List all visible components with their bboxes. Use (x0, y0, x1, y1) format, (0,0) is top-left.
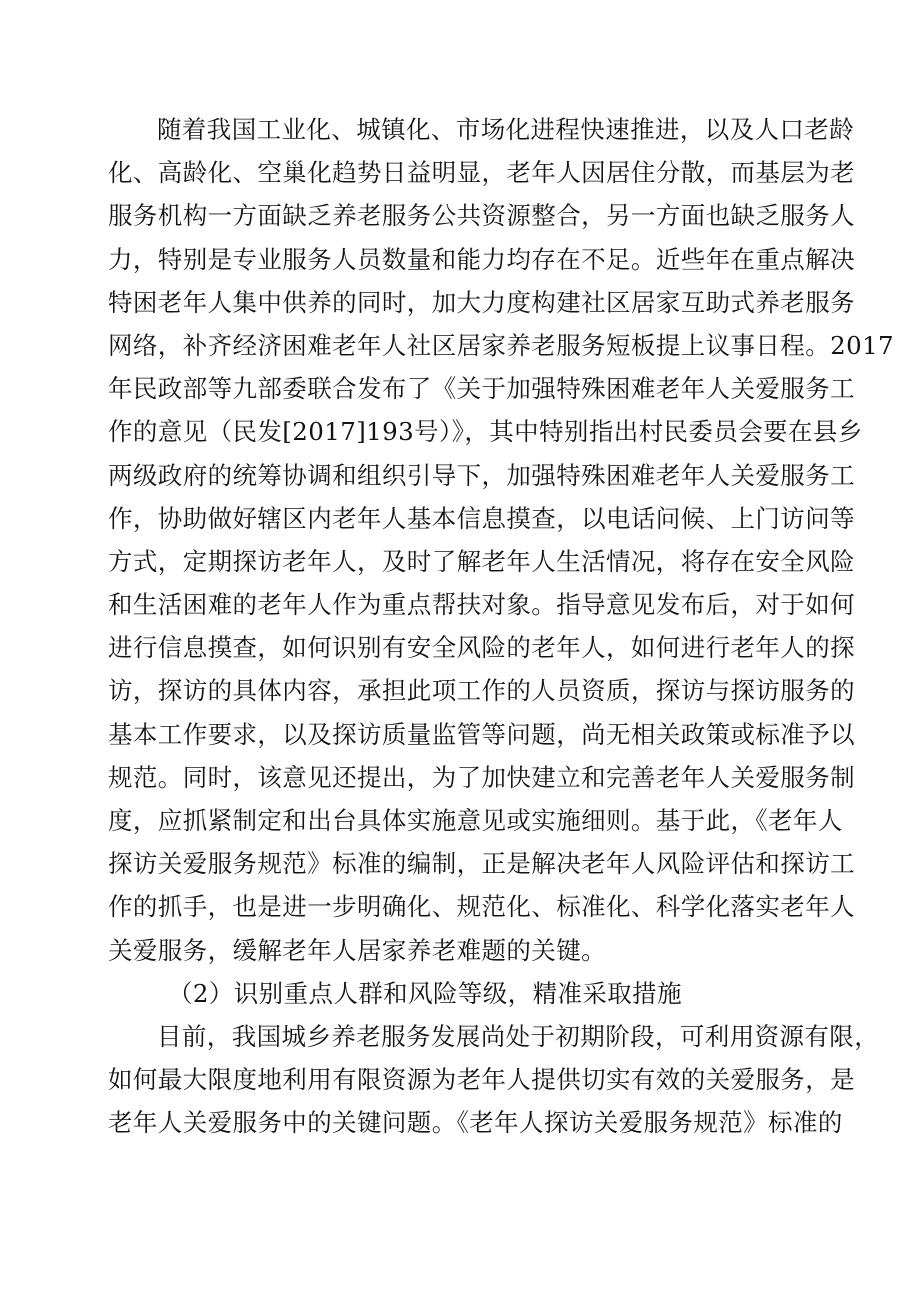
paragraph-line: 如何最大限度地利用有限资源为老年人提供切实有效的关爱服务，是 (108, 1065, 855, 1095)
paragraph-line: 年民政部等九部委联合发布了《关于加强特殊困难老年人关爱服务工 (108, 374, 855, 404)
paragraph-line: 方式，定期探访老年人，及时了解老年人生活情况，将存在安全风险 (108, 546, 855, 576)
paragraph-line: 作的抓手，也是进一步明确化、规范化、标准化、科学化落实老年人 (108, 892, 855, 922)
paragraph-line: 化、高龄化、空巢化趋势日益明显，老年人因居住分散，而基层为老 (108, 158, 855, 188)
paragraph-line: 和生活困难的老年人作为重点帮扶对象。指导意见发布后，对于如何 (108, 590, 855, 620)
paragraph-line: 服务机构一方面缺乏养老服务公共资源整合，另一方面也缺乏服务人 (108, 201, 855, 231)
paragraph-line: 探访关爱服务规范》标准的编制，正是解决老年人风险评估和探访工 (108, 849, 855, 879)
body-text (108, 108, 895, 1145)
paragraph-line: 特困老年人集中供养的同时，加大力度构建社区居家互助式养老服务 (108, 287, 855, 317)
paragraph-line: 基本工作要求，以及探访质量监管等问题，尚无相关政策或标准予以 (108, 719, 855, 749)
paragraph-line: 作，协助做好辖区内老年人基本信息摸查，以电话问候、上门访问等 (108, 503, 855, 533)
section-heading: （2）识别重点人群和风险等级，精准采取措施 (168, 978, 682, 1008)
paragraph-line: 规范。同时，该意见还提出，为了加快建立和完善老年人关爱服务制 (108, 762, 855, 792)
paragraph-line: 访，探访的具体内容，承担此项工作的人员资质，探访与探访服务的 (108, 676, 855, 706)
paragraph-line: 随着我国工业化、城镇化、市场化进程快速推进，以及人口老龄 (157, 115, 855, 144)
paragraph-line: 作的意见（民发[2017]193号）》，其中特别指出村民委员会要在县乡 (108, 417, 863, 447)
paragraph-line: 进行信息摸查，如何识别有安全风险的老年人，如何进行老年人的探 (108, 633, 855, 663)
paragraph-background (108, 108, 895, 972)
paragraph-line: 网络，补齐经济困难老年人社区居家养老服务短板提上议事日程。2017 (108, 330, 895, 360)
paragraph-line: 力，特别是专业服务人员数量和能力均存在不足。近些年在重点解决 (108, 244, 855, 274)
paragraph-line: 关爱服务，缓解老年人居家养老难题的关键。 (108, 935, 606, 965)
paragraph-line: 目前，我国城乡养老服务发展尚处于初期阶段，可利用资源有限， (157, 1021, 880, 1051)
paragraph-current-status (108, 1015, 880, 1145)
paragraph-line: 两级政府的统筹协调和组织引导下，加强特殊困难老年人关爱服务工 (108, 460, 855, 490)
paragraph-line: 度，应抓紧制定和出台具体实施意见或实施细则。基于此，《老年人 (108, 806, 843, 835)
paragraph-line: 老年人关爱服务中的关键问题。《老年人探访关爱服务规范》标准的 (108, 1108, 843, 1138)
